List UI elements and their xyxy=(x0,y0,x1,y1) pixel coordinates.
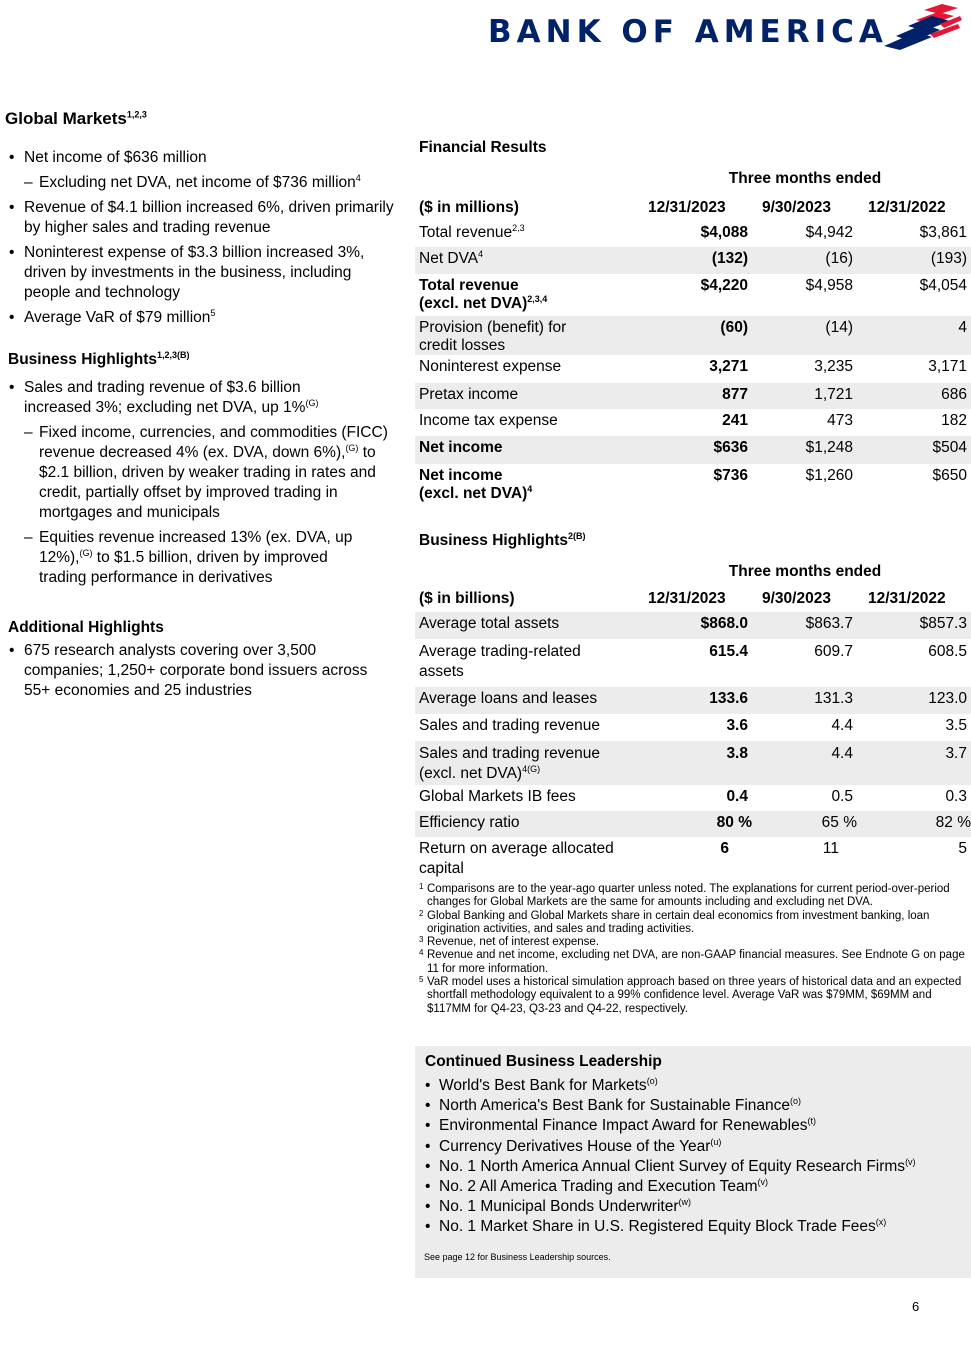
period-header: Three months ended xyxy=(728,170,882,187)
table-row: Average total assets $868.0 $863.7 $857.3 xyxy=(415,612,971,639)
logo-wordmark: BANK OF AMERICA xyxy=(488,14,888,50)
leadership-box xyxy=(415,1046,971,1278)
global-markets-bullets xyxy=(0,148,410,328)
table-row: Pretax income 877 1,721 686 xyxy=(415,383,971,409)
footnote: 2 Global Banking and Global Markets share in certain deal economics from investment banking, loan origination activities, and sales and trading activities. xyxy=(419,908,930,935)
table-row: Total revenue$^{2,3}$ $4,088 $4,942 $3,861 xyxy=(419,222,967,241)
table-row: Net income (excl. net DVA)$^4$ $736 $1,260 $650 xyxy=(419,467,967,502)
table-row: Provision (benefit) for credit losses (60) (14) 4 xyxy=(415,316,971,355)
leadership-list xyxy=(425,1076,916,1238)
list-item: • No. 1 Market Share in U.S. Registered Equity Block Trade Fees$^{(x)}$ xyxy=(425,1217,887,1236)
column-header: 12/31/2022 xyxy=(868,199,946,216)
list-item: – Excluding net DVA, net income of $736 million$^4$ xyxy=(24,172,361,191)
table-header-row xyxy=(419,590,971,612)
column-header: 12/31/2022 xyxy=(868,590,946,607)
additional-highlights-title: Additional Highlights xyxy=(8,619,164,636)
leadership-title: Continued Business Leadership xyxy=(425,1053,662,1070)
table-row: Sales and trading revenue 3.6 4.4 3.5 xyxy=(419,717,967,734)
table-row: Total revenue (excl. net DVA)$^{2,3,4}$ $4,220 $4,958 $4,054 xyxy=(419,277,967,312)
footnote: 4 Revenue and net income, excluding net DVA, are non-GAAP financial measures. See Endnote G on page 11 for more information. xyxy=(419,948,965,975)
table-row: Net DVA$^4$ (132) (16) (193) xyxy=(415,247,971,274)
table-row: Income tax expense 241 473 182 xyxy=(419,412,967,429)
list-item: • Environmental Finance Impact Award for Renewables$^{(t)}$ xyxy=(425,1116,816,1135)
table-header-row xyxy=(419,199,971,221)
list-item: • Average VaR of $79 million$^5$ xyxy=(9,307,216,326)
global-markets-title: Global Markets$^{1,2,3}$ xyxy=(5,109,147,128)
table-row: Average trading-related assets 615.4 609.7 608.5 xyxy=(419,643,967,680)
period-header: Three months ended xyxy=(728,563,882,580)
list-item: • No. 1 Municipal Bonds Underwriter$^{(w)}$ xyxy=(425,1197,691,1216)
list-item: • No. 1 North America Annual Client Survey of Equity Research Firms$^{(v)}$ xyxy=(425,1156,916,1175)
business-highlights-bullets xyxy=(0,378,400,588)
table-row: Global Markets IB fees 0.4 0.5 0.3 xyxy=(419,788,967,805)
footnote: 5 VaR model uses a historical simulation approach based on three years of historical data and an expected shortfall methodology equivalent to a 99% confidence level. Average VaR was $79MM, $69MM and $117MM for Q4-23, Q3-23 and Q4-22, respectively. xyxy=(419,975,962,1015)
business-highlights-table-title: Business Highlights$^{2(B)}$ xyxy=(419,530,586,549)
table-row: Net income $636 $1,248 $504 xyxy=(415,436,971,464)
footnote: 1 Comparisons are to the year-ago quarter unless noted. The explanations for current period-over-period changes for Global Markets are the same for amounts including and excluding net DVA. xyxy=(419,882,950,909)
list-item: • 675 research analysts covering over 3,500 companies; 1,250+ corporate bond issuers across 55+ economies and 25 industries xyxy=(9,642,368,699)
page-number: 6 xyxy=(912,1299,920,1314)
table-row: Efficiency ratio 80 % 65 % 82 % xyxy=(415,811,971,837)
column-header: 12/31/2023 xyxy=(648,199,726,216)
column-header: 9/30/2023 xyxy=(762,590,831,607)
flag-logo-icon xyxy=(880,4,962,50)
table-row: Sales and trading revenue (excl. net DVA)$^{4(G)}$ 3.8 4.4 3.7 xyxy=(415,741,971,785)
list-item: • Revenue of $4.1 billion increased 6%, driven primarily by higher sales and trading revenue xyxy=(9,199,394,236)
list-item: • Noninterest expense of $3.3 billion increased 3%, driven by investments in the business, including people and technology xyxy=(9,244,365,301)
footnotes xyxy=(419,883,971,1016)
list-item: • World's Best Bank for Markets$^{(o)}$ xyxy=(425,1075,658,1094)
financial-results-title: Financial Results xyxy=(419,139,547,156)
footnote: 3 Revenue, net of interest expense. xyxy=(419,935,599,949)
business-highlights-title: Business Highlights$^{1,2,3(B)}$ xyxy=(8,349,190,368)
bank-of-america-logo xyxy=(486,4,966,54)
unit-header: ($ in billions) xyxy=(419,590,515,607)
unit-header: ($ in millions) xyxy=(419,199,519,216)
column-header: 12/31/2023 xyxy=(648,590,726,607)
table-row: Noninterest expense 3,271 3,235 3,171 xyxy=(419,358,967,375)
list-item: • Sales and trading revenue of $3.6 billion increased 3%; excluding net DVA, up 1%$^{(G)}$ xyxy=(9,379,319,416)
list-item: • Net income of $636 million xyxy=(9,149,207,166)
column-header: 9/30/2023 xyxy=(762,199,831,216)
list-item: • Currency Derivatives House of the Year$^{(u)}$ xyxy=(425,1136,722,1155)
additional-highlights-bullets xyxy=(0,641,385,701)
list-item: – Equities revenue increased 13% (ex. DVA, up 12%),$^{(G)}$ to $1.5 billion, driven by improved trading performance in derivatives xyxy=(24,529,353,586)
leadership-sources-note: See page 12 for Business Leadership sources. xyxy=(424,1252,611,1262)
list-item: – Fixed income, currencies, and commodities (FICC) revenue decreased 4% (ex. DVA, down 6%),$^{(G)}$ to $2.1 billion, driven by weaker trading in rates and credit, partially offset by improved trading in mortgages and municipals xyxy=(24,424,388,521)
list-item: • No. 2 All America Trading and Execution Team$^{(v)}$ xyxy=(425,1176,768,1196)
list-item: • North America's Best Bank for Sustainable Finance$^{(o)}$ xyxy=(425,1096,802,1115)
table-row: Average loans and leases 133.6 131.3 123.0 xyxy=(415,687,971,714)
table-row: Return on average allocated capital 6 11 5 xyxy=(419,840,967,877)
